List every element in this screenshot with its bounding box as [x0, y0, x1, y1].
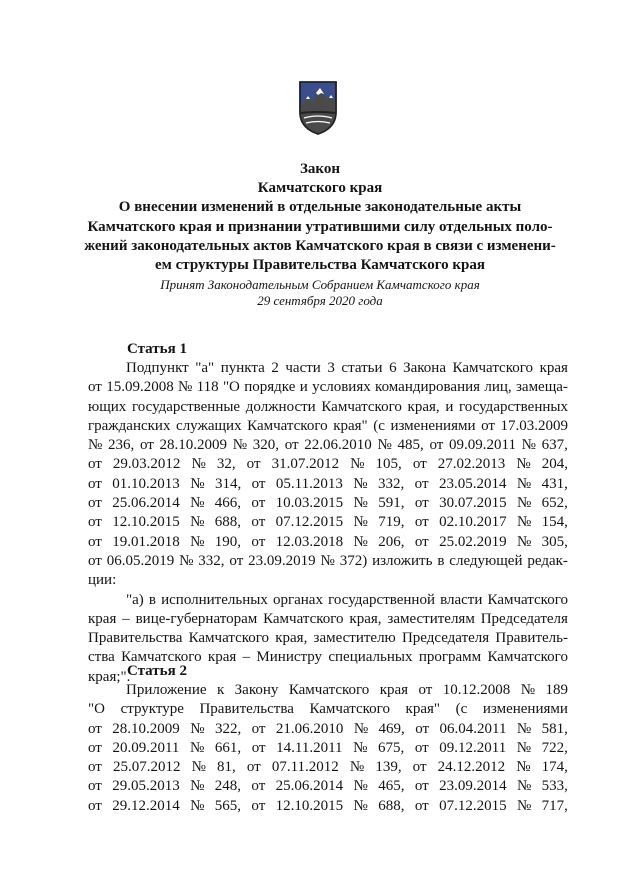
word: от — [229, 552, 244, 569]
word: 27.02.2013 — [437, 456, 506, 473]
title-line: Камчатского края и признании утратившими силу отдельных поло- — [87, 218, 553, 235]
word: № — [191, 759, 206, 776]
word: № — [516, 720, 532, 737]
article-1-line — [88, 398, 568, 417]
word: от — [251, 739, 266, 756]
word: края, — [407, 398, 440, 415]
word: Камчатского — [321, 398, 402, 415]
word: 118 — [196, 379, 219, 396]
word: в — [148, 591, 156, 608]
word: "О — [88, 701, 105, 718]
word: 06.04.2011 — [439, 720, 507, 737]
article-2-body — [88, 681, 568, 816]
word: 719, — [378, 514, 405, 531]
article-2-line — [88, 758, 568, 777]
word: 31.07.2012 — [271, 456, 340, 473]
word: и — [445, 398, 454, 415]
word: от — [481, 417, 495, 434]
word: исполнительных — [161, 591, 268, 608]
title-line: Камчатского края — [257, 180, 383, 197]
word: 637, — [541, 437, 568, 454]
word: 565, — [214, 797, 242, 814]
word: № — [516, 495, 532, 512]
word: изменениями — [482, 701, 568, 718]
word: 29.12.2014 — [112, 797, 180, 814]
word: № — [353, 533, 368, 550]
word: (с — [373, 417, 385, 434]
word: Камчатского — [188, 630, 270, 647]
word: от — [414, 475, 429, 492]
word: № — [516, 475, 532, 492]
word: "а) — [126, 591, 144, 608]
word: 30.07.2015 — [439, 495, 507, 512]
word: от — [251, 514, 266, 531]
word: 174, — [541, 759, 568, 776]
word: заместителю — [313, 630, 396, 647]
word: 248, — [214, 778, 242, 795]
word: 29.05.2013 — [112, 778, 180, 795]
word: от — [88, 759, 102, 776]
word: № — [190, 495, 205, 512]
word: 652, — [541, 495, 568, 512]
article-2-line — [88, 720, 568, 739]
word: 25.02.2019 — [439, 533, 507, 550]
word: края — [539, 360, 568, 376]
word: 25.06.2014 — [112, 495, 180, 512]
article-2-line — [88, 739, 568, 758]
word: 236, — [108, 437, 135, 454]
word: № — [516, 759, 531, 776]
word: должности — [245, 398, 316, 415]
word: от — [412, 456, 427, 473]
word: № — [232, 437, 248, 454]
word: 28.10.2009 — [159, 437, 228, 454]
word: № — [350, 456, 365, 473]
word: № — [178, 379, 193, 396]
word: № — [516, 456, 531, 473]
word: 717, — [541, 797, 568, 814]
word: 722, — [541, 739, 568, 756]
word: Камчатского — [487, 649, 568, 666]
word: от — [88, 456, 102, 473]
word: 25.07.2012 — [112, 759, 181, 776]
word: Правительства — [199, 701, 294, 718]
word: № — [377, 437, 392, 454]
word: от — [139, 437, 154, 454]
word: 314, — [214, 475, 242, 492]
word: от — [246, 759, 261, 776]
word: Камчатского — [263, 610, 344, 627]
word: государственной — [328, 591, 435, 608]
article-1-line — [88, 475, 568, 494]
word: края" — [333, 417, 368, 434]
word: от — [412, 759, 427, 776]
article-1-line — [88, 436, 568, 455]
word: части — [285, 360, 321, 376]
word: власти — [440, 591, 483, 608]
word: к — [216, 682, 225, 698]
word: 591, — [378, 495, 405, 512]
word: и — [299, 379, 308, 396]
word: Закону — [234, 682, 279, 698]
word: от — [415, 720, 430, 737]
article-2-line — [88, 797, 568, 816]
word: "О — [222, 379, 240, 396]
word: 07.11.2012 — [271, 759, 339, 776]
word: от — [284, 437, 299, 454]
word: от — [88, 739, 102, 756]
word: от — [251, 533, 266, 550]
word: Камчатского — [452, 360, 534, 376]
adoption-line: Принят Законодательным Собранием Камчатского края — [160, 277, 480, 292]
article-1-quote-line — [88, 610, 568, 629]
word: 305, — [541, 533, 568, 550]
word: Камчатского — [309, 701, 390, 718]
word: от — [429, 437, 444, 454]
word: № — [190, 797, 205, 814]
word: 10.03.2015 — [275, 495, 344, 512]
word: пункта — [220, 360, 265, 376]
article-1-line — [88, 417, 568, 436]
word: 24.12.2012 — [437, 759, 506, 776]
word: от — [88, 797, 102, 814]
word: программ — [418, 649, 482, 666]
word: № — [88, 437, 103, 454]
word: № — [516, 739, 532, 756]
word: Председателя — [401, 630, 490, 647]
word: края, — [349, 610, 382, 627]
word: края, — [275, 630, 308, 647]
word: 10.12.2008 — [442, 682, 511, 698]
word: 332, — [198, 552, 225, 569]
article-1-line — [88, 513, 568, 532]
word: 466, — [214, 495, 242, 512]
word: от — [88, 379, 102, 396]
word: 07.12.2015 — [439, 797, 507, 814]
word: 15.09.2008 — [106, 379, 174, 396]
word: 139, — [375, 759, 402, 776]
word: 12.10.2015 — [112, 514, 180, 531]
word: Правительства — [88, 630, 183, 647]
word: 14.11.2011 — [276, 739, 343, 756]
word: 322, — [214, 720, 242, 737]
word: 19.01.2018 — [112, 533, 180, 550]
word: изменениями — [390, 417, 476, 434]
word: 17.03.2009 — [500, 417, 568, 434]
word: Председателя — [480, 610, 568, 627]
word: № — [516, 514, 532, 531]
word: от — [251, 475, 266, 492]
word: командирования — [375, 379, 481, 396]
word: редак- — [527, 552, 568, 569]
word: статьи — [341, 360, 383, 376]
adoption-note — [40, 277, 600, 309]
kamchatka-emblem-icon — [296, 78, 340, 136]
word: в — [437, 552, 445, 569]
word: № — [191, 456, 206, 473]
word: 2 — [271, 360, 279, 376]
word: ства — [88, 649, 115, 666]
word: от — [88, 720, 102, 737]
word: 189 — [545, 682, 568, 698]
word: вице-губернаторам — [135, 610, 258, 627]
word: изложить — [372, 552, 433, 569]
word: государственные — [131, 398, 241, 415]
word: края — [207, 649, 237, 666]
word: от — [88, 514, 102, 531]
word: от — [246, 456, 261, 473]
word: № — [353, 720, 369, 737]
word: специальных — [328, 649, 413, 666]
word: № — [190, 514, 205, 531]
word: 32, — [216, 456, 236, 473]
word: № — [320, 552, 335, 569]
word: 105, — [375, 456, 402, 473]
word: 581, — [541, 720, 568, 737]
word: 29.03.2012 — [112, 456, 181, 473]
word: 01.10.2013 — [112, 475, 180, 492]
word: от — [251, 720, 266, 737]
word: 675, — [377, 739, 405, 756]
word: 23.09.2014 — [439, 778, 507, 795]
article-1-quote-line: края;". — [88, 668, 131, 685]
word: края — [88, 610, 117, 627]
article-1-line — [88, 378, 568, 397]
adoption-date: 29 сентября 2020 года — [257, 293, 383, 308]
word: 23.05.2014 — [438, 475, 507, 492]
title-line: О внесении изменений в отдельные законодательные акты — [118, 199, 522, 216]
title-line: Закон — [299, 161, 340, 177]
word: края — [379, 682, 409, 698]
word: органах — [272, 591, 323, 608]
word: от — [414, 533, 429, 550]
word: 09.12.2011 — [439, 739, 507, 756]
word: 25.06.2014 — [275, 778, 344, 795]
word: Камчатского — [288, 682, 370, 698]
word: 09.09.2011 — [449, 437, 516, 454]
word: № — [190, 778, 205, 795]
word: 21.06.2010 — [275, 720, 344, 737]
word: от — [251, 778, 266, 795]
word: № — [179, 552, 194, 569]
word: 22.06.2010 — [304, 437, 372, 454]
word: Камчатского — [487, 591, 568, 608]
word: 372) — [339, 552, 368, 569]
word: от — [88, 495, 102, 512]
word: от — [414, 778, 429, 795]
title-line: жений законодательных актов Камчатского края в связи с изменени- — [84, 237, 556, 254]
word: 469, — [378, 720, 405, 737]
word: 688, — [378, 797, 405, 814]
word: 485, — [397, 437, 424, 454]
word: 661, — [214, 739, 242, 756]
word: № — [353, 778, 368, 795]
article-1-line — [88, 494, 568, 513]
word: Подпункт — [126, 360, 189, 376]
word: 688, — [214, 514, 242, 531]
word: порядке — [244, 379, 296, 396]
word: 28.10.2009 — [112, 720, 180, 737]
word: № — [520, 682, 536, 698]
article-1-line — [88, 533, 568, 552]
word: от — [414, 797, 429, 814]
article-1-line — [88, 455, 568, 474]
word: от — [414, 739, 429, 756]
word: от — [88, 552, 102, 569]
word: № — [190, 475, 205, 492]
word: 190, — [214, 533, 242, 550]
word: условиях — [312, 379, 371, 396]
word: 6 — [389, 360, 397, 376]
word: от — [88, 778, 102, 795]
word: № — [516, 778, 532, 795]
article-1-line: ции: — [88, 572, 117, 589]
word: № — [521, 437, 536, 454]
word: следующей — [449, 552, 523, 569]
word: Закона — [403, 360, 446, 376]
word: № — [353, 514, 368, 531]
word: № — [353, 739, 368, 756]
word: от — [88, 533, 102, 550]
word: 204, — [541, 456, 568, 473]
word: государственных — [459, 398, 568, 415]
word: № — [190, 533, 205, 550]
word: 431, — [541, 475, 568, 492]
word: от — [418, 682, 433, 698]
word: от — [414, 495, 429, 512]
word: 320, — [252, 437, 279, 454]
article-1-line — [88, 552, 568, 571]
word: гражданских — [88, 417, 171, 434]
word: заместителям — [387, 610, 475, 627]
title-line: ем структуры Правительства Камчатского края — [154, 257, 485, 274]
article-2-line — [88, 681, 568, 700]
word: от — [251, 797, 266, 814]
article-1-line — [88, 359, 568, 378]
word: 154, — [541, 514, 568, 531]
word: № — [190, 720, 205, 737]
article-1-quote-line — [88, 591, 568, 610]
word: 02.10.2017 — [439, 514, 507, 531]
word: Министру — [256, 649, 323, 666]
word: лиц, — [484, 379, 512, 396]
word: (с — [455, 701, 468, 718]
word: 332, — [378, 475, 405, 492]
word: 07.12.2015 — [275, 514, 344, 531]
word: – — [242, 649, 251, 666]
word: 465, — [378, 778, 405, 795]
word: структуре — [120, 701, 184, 718]
word: № — [349, 759, 365, 776]
word: № — [353, 475, 368, 492]
article-2-line — [88, 700, 568, 719]
word: Камчатского — [121, 649, 202, 666]
word: № — [353, 797, 368, 814]
word: Камчатского — [247, 417, 328, 434]
article-1-quote-line — [88, 629, 568, 648]
word: от — [251, 495, 266, 512]
article-2-line — [88, 777, 568, 796]
word: края" — [405, 701, 441, 718]
word: "а" — [195, 360, 215, 376]
word: № — [353, 495, 368, 512]
word: № — [516, 533, 532, 550]
law-title — [40, 160, 600, 275]
article-1-heading: Статья 1 — [127, 341, 187, 357]
word: № — [516, 797, 532, 814]
word: от — [414, 514, 429, 531]
word: 23.09.2019 — [248, 552, 316, 569]
word: 3 — [327, 360, 335, 376]
word: 12.10.2015 — [275, 797, 344, 814]
word: от — [88, 475, 102, 492]
word: служащих — [176, 417, 242, 434]
word: 12.03.2018 — [275, 533, 344, 550]
word: Приложение — [126, 682, 207, 698]
word: Правитель- — [495, 630, 568, 647]
word: замеща- — [515, 379, 568, 396]
word: – — [122, 610, 130, 627]
word: 06.05.2019 — [106, 552, 175, 569]
word: ющих — [88, 398, 127, 415]
word: 20.09.2011 — [112, 739, 180, 756]
word: 206, — [378, 533, 405, 550]
article-1-body — [88, 359, 568, 687]
word: 05.11.2013 — [275, 475, 343, 492]
word: № — [189, 739, 205, 756]
word: 81, — [217, 759, 236, 776]
article-2-heading: Статья 2 — [127, 663, 187, 679]
word: 533, — [541, 778, 568, 795]
